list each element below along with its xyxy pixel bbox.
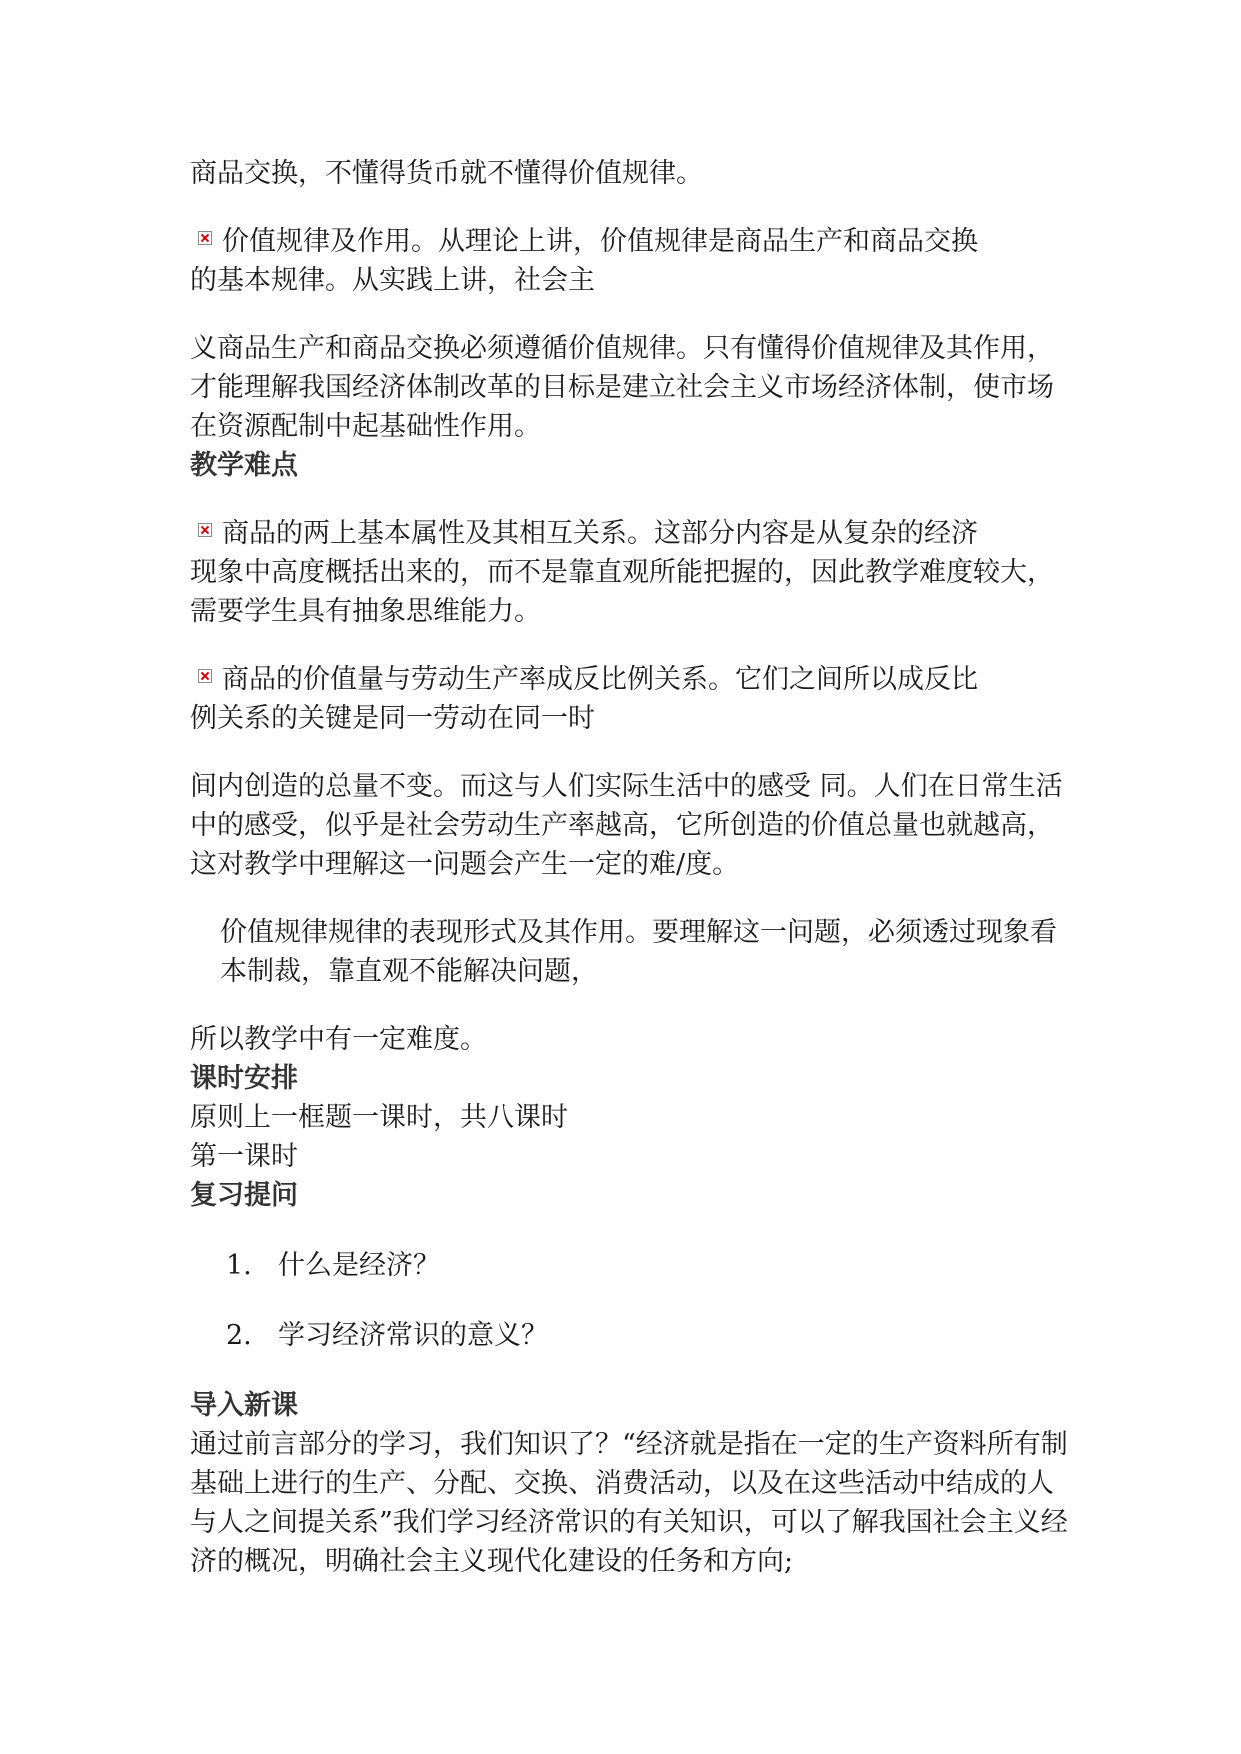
paragraph-4 bbox=[190, 514, 1070, 631]
paragraph-10: 第一课时 bbox=[190, 1141, 298, 1172]
paragraph-3: 义商品生产和商品交换必须遵循价值规律。只有懂得价值规律及其作用，才能理解我国经济体制改革的目标是建立社会主义市场经济体制，使市场在资源配制中起基础性作用。 bbox=[190, 333, 1054, 442]
paragraph-5 bbox=[190, 660, 1070, 738]
paragraph-9: 原则上一框题一课时，共八课时 bbox=[190, 1102, 568, 1133]
paragraph-4-line-1: 商品的两上基本属性及其相互关系。这部分内容是从复杂的经济 bbox=[222, 518, 978, 549]
paragraph-1: 商品交换，不懂得货币就不懂得价值规律。 bbox=[190, 158, 703, 189]
list-item-number: 1. bbox=[226, 1250, 252, 1281]
heading-review: 复习提问 bbox=[190, 1180, 298, 1211]
paragraph-2-line-2: 的基本规律。从实践上讲，社会主 bbox=[190, 265, 595, 296]
heading-schedule: 课时安排 bbox=[190, 1063, 298, 1094]
paragraph-4-line-2: 现象中高度概括出来的，而不是靠直观所能把握的，因此教学难度较大，需要学生具有抽象思维能力。 bbox=[190, 557, 1054, 627]
list-item bbox=[226, 1246, 440, 1285]
list-item bbox=[226, 1316, 548, 1355]
broken-image-icon bbox=[198, 231, 212, 245]
paragraph-11: 通过前言部分的学习，我们知识了？“经济就是指在一定的生产资料所有制基础上进行的生产、分配、交换、消费活动，以及在这些活动中结成的人与人之间提关系”我们学习经济常识的有关知识，可以了解我国社会主义经济的概况，明确社会主义现代化建设的任务和方向; bbox=[190, 1429, 1068, 1577]
paragraph-6: 间内创造的总量不变。而这与人们实际生活中的感受 同。人们在日常生活中的感受，似乎是社会劳动生产率越高，它所创造的价值总量也就越高，这对教学中理解这一问题会产生一定的难/度。 bbox=[190, 771, 1063, 880]
broken-image-icon bbox=[198, 669, 212, 683]
paragraph-5-line-1: 商品的价值量与劳动生产率成反比例关系。它们之间所以成反比 bbox=[222, 664, 978, 695]
broken-image-icon bbox=[198, 523, 212, 537]
list-item-number: 2. bbox=[226, 1320, 252, 1351]
heading-intro: 导入新课 bbox=[190, 1390, 298, 1421]
paragraph-8: 所以教学中有一定难度。 bbox=[190, 1024, 487, 1055]
heading-difficulty: 教学难点 bbox=[190, 450, 298, 481]
list-item-text: 学习经济常识的意义？ bbox=[278, 1320, 548, 1351]
paragraph-5-line-2: 例关系的关键是同一劳动在同一时 bbox=[190, 703, 595, 734]
list-item-text: 什么是经济？ bbox=[278, 1250, 440, 1281]
paragraph-7: 价值规律规律的表现形式及其作用。要理解这一问题，必须透过现象看本制裁，靠直观不能解决问题， bbox=[220, 917, 1057, 987]
paragraph-2 bbox=[190, 222, 1070, 300]
paragraph-2-line-1: 价值规律及作用。从理论上讲，价值规律是商品生产和商品交换 bbox=[222, 226, 978, 257]
